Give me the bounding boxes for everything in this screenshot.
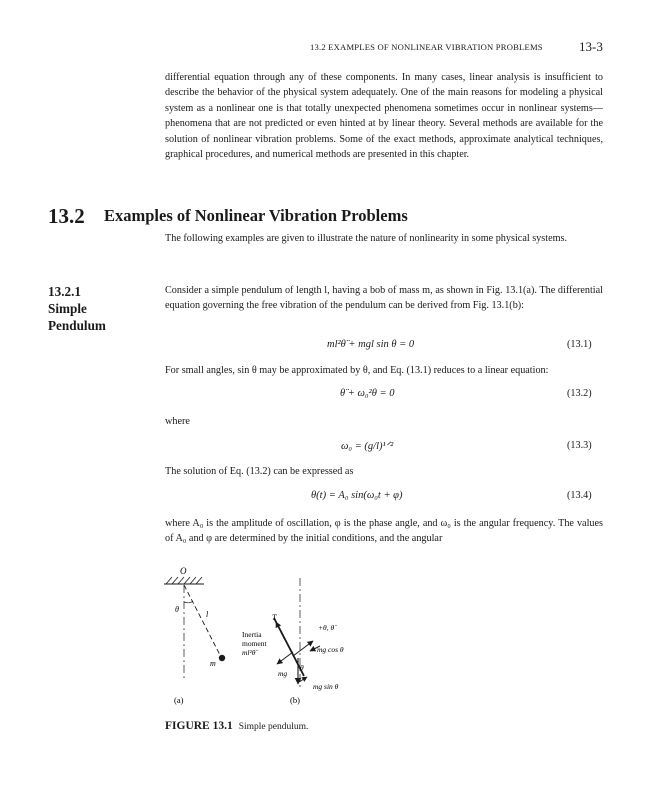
intro-paragraph-text: differential equation through any of these components. In many cases, linear analysis is insufficient to describe the behavior of the physical system adequately. One of the main reasons for modeling a physical system as a nonlinear one is that totally unexpected phenomena sometimes occur in nonlinear systems—phenomena that are not predicted or even hinted at by linear theory. Several methods are available for the solution of nonlinear vibration problems. Some of the exact methods, approximate analytical techniques, graphical procedures, and numerical methods are presented in this chapter. (165, 72, 603, 161)
equation-number-13-3: (13.3) (567, 440, 592, 451)
page-number: 13-3 (579, 39, 603, 54)
tension-label: T (272, 613, 277, 622)
body-paragraph-1-text: Consider a simple pendulum of length l, having a bob of mass m, as shown in Fig. 13.1(a). The differential equation governing the free vibration of the pendulum can be derived from Fig. 13.1(b): (165, 285, 603, 312)
section-title: Examples of Nonlinear Vibration Problems (104, 206, 408, 225)
equation-number-13-2: (13.2) (567, 388, 592, 399)
equation-number-13-1: (13.1) (567, 339, 592, 350)
body-paragraph-4 (165, 464, 603, 479)
running-header: 13.2 EXAMPLES OF NONLINEAR VIBRATION PROBLEMS (310, 42, 543, 52)
figure-caption (165, 716, 308, 734)
equation-number-13-4: (13.4) (567, 490, 592, 501)
mass-label: m (210, 659, 216, 668)
body-paragraph-4-text: The solution of Eq. (13.2) can be expressed as (165, 466, 354, 477)
tension-arrow (276, 622, 285, 640)
positive-direction-arrow (293, 641, 313, 656)
angle-label-b: θ (300, 663, 304, 672)
figure-panel-a (164, 566, 225, 705)
equation-13-3: ω₀ = (g/l)¹ᐟ² (341, 441, 394, 452)
panel-a-tag: (a) (174, 695, 184, 705)
mg-cos-label: mg cos θ (317, 645, 344, 654)
inertia-label: Inertia moment ml²θ̈ (242, 630, 267, 657)
mg-sin-label: mg sin θ (313, 682, 339, 691)
angle-arc (184, 601, 193, 603)
equation-13-4: θ(t) = A₀ sin(ω₀t + φ) (311, 490, 403, 501)
body-paragraph-3-text: where (165, 416, 190, 427)
inertia-arrow (277, 652, 293, 664)
body-paragraph-2 (165, 363, 603, 378)
ceiling-hatch (166, 577, 202, 584)
pendulum-bob (219, 655, 225, 661)
figure-caption-text: Simple pendulum. (238, 722, 309, 732)
length-label: l (206, 610, 209, 619)
angle-label-a: θ (175, 605, 179, 614)
pivot-label: O (180, 566, 187, 576)
pendulum-string (184, 585, 220, 655)
equation-13-1: ml²θ̈ + mgl sin θ = 0 (327, 339, 415, 350)
equation-13-2: θ̈ + ω₀²θ = 0 (340, 388, 395, 399)
body-paragraph-5-text: where A₀ is the amplitude of oscillation, φ is the phase angle, and ω₀ is the angular frequency. The values of A₀ and φ are determined by the initial conditions, and the angular (165, 518, 603, 545)
section-intro-text: The following examples are given to illustrate the nature of nonlinearity in some physical systems. (165, 233, 568, 244)
body-paragraph-3 (165, 414, 603, 429)
body-paragraph-5 (165, 516, 603, 547)
section-intro (165, 231, 603, 246)
gravity-label: mg (278, 669, 288, 678)
figure-label: FIGURE 13.1 (165, 720, 233, 732)
subsection-number: 13.2.1 (48, 284, 81, 299)
subsection-title: Simple Pendulum (48, 301, 106, 333)
panel-b-tag: (b) (290, 695, 300, 705)
body-paragraph-2-text: For small angles, sin θ may be approximated by θ, and Eq. (13.1) reduces to a linear equation: (165, 365, 549, 376)
pendulum-figure (160, 560, 390, 710)
positive-direction-label: +θ, θ̈ (318, 623, 335, 632)
body-paragraph-1 (165, 283, 603, 314)
section-number: 13.2 (48, 204, 85, 228)
intro-paragraph (165, 70, 603, 162)
figure-panel-b (242, 578, 344, 705)
